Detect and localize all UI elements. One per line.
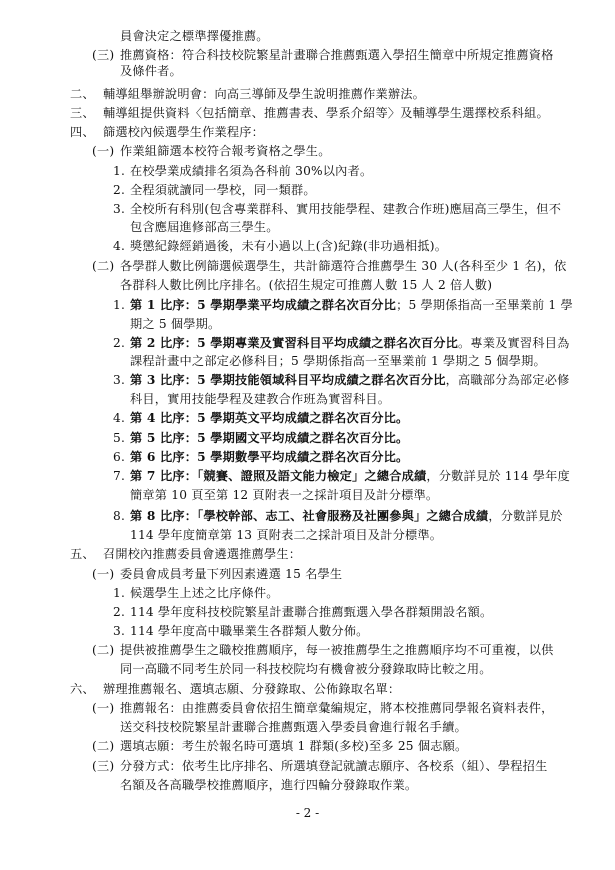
item-number: 1. bbox=[113, 298, 126, 312]
item-number: 六、 bbox=[70, 682, 95, 696]
bold-criterion: 第 4 比序：5 學期英文平均成績之群名次百分比。 bbox=[130, 411, 409, 425]
item-number: (三) bbox=[92, 759, 115, 773]
item-number: (一) bbox=[92, 567, 115, 581]
line-text: 名額及各高職學校推薦順序，進行四輪分發錄取作業。 bbox=[120, 778, 418, 792]
item-number: (一) bbox=[92, 144, 115, 158]
line-text: 選填志願：考生於報名時可選填 1 群類(多校)至多 25 個志願。 bbox=[120, 739, 468, 753]
item-number: 2. bbox=[113, 183, 126, 197]
line-text: 114 學年度高中職畢業生各群類人數分佈。 bbox=[130, 624, 369, 638]
item-number: 3. bbox=[113, 624, 126, 638]
line-text: 各群科人數比例比序排名。(依招生規定可推薦人數 15 人 2 倍人數) bbox=[120, 278, 493, 292]
text-line bbox=[130, 623, 369, 639]
item-number: (三) bbox=[92, 48, 115, 62]
text-line bbox=[130, 604, 492, 620]
item-number: 3. bbox=[113, 202, 126, 216]
bold-criterion: 第 8 比序：「學校幹部、志工、社會服務及社團參與」之總合成績 bbox=[130, 509, 489, 523]
item-number: 四、 bbox=[70, 125, 95, 139]
line-text: 同一高職不同考生於同一科技校院均有機會被分發錄取時比較之用。 bbox=[120, 662, 492, 676]
text-line bbox=[130, 585, 279, 601]
line-text: 篩選校內候選學生作業程序： bbox=[103, 125, 265, 139]
line-text: 辦理推薦報名、選填志願、分發錄取、公佈錄取名單： bbox=[103, 682, 401, 696]
line-text: 。專業及實習科目為 bbox=[458, 336, 570, 350]
line-text: 分發方式：依考生比序排名、所選填登記就讀志願序、各校系（組）、學程招生 bbox=[120, 759, 548, 773]
line-text: 全校所有科別(包含專業群科、實用技能學程、建教合作班)應屆高三學生，但不 bbox=[130, 202, 562, 216]
item-number: 二、 bbox=[70, 87, 95, 101]
text-line bbox=[120, 277, 492, 293]
line-text: 科目，實用技能學程及建教合作班為實習科目。 bbox=[130, 392, 391, 406]
item-number: 4. bbox=[113, 239, 126, 253]
line-text: 候選學生上述之比序條件。 bbox=[130, 586, 279, 600]
text-line bbox=[120, 143, 331, 159]
text-line bbox=[120, 719, 467, 735]
bold-criterion: 第 3 比序：5 學期技能領域科目平均成績之群名次百分比 bbox=[130, 373, 446, 387]
text-line bbox=[130, 163, 372, 179]
text-line bbox=[130, 391, 390, 407]
line-text: 全程須就讀同一學校，同一類群。 bbox=[130, 183, 316, 197]
bold-criterion: 第 6 比序：5 學期數學平均成績之群名次百分比。 bbox=[130, 450, 409, 464]
bold-criterion: 第 7 比序：「競賽、證照及語文能力檢定」之總合成績 bbox=[130, 469, 427, 483]
item-number: (二) bbox=[92, 259, 115, 273]
text-line bbox=[120, 642, 554, 658]
text-line bbox=[130, 182, 316, 198]
text-line bbox=[120, 47, 554, 63]
line-text: 輔導組提供資料〈包括簡章、推薦書表、學系介紹等〉及輔導學生選擇校系科組。 bbox=[103, 106, 549, 120]
bold-criterion: 第 5 比序：5 學期國文平均成績之群名次百分比。 bbox=[130, 431, 409, 445]
text-line bbox=[120, 738, 467, 754]
text-line bbox=[130, 297, 573, 313]
text-line bbox=[103, 546, 301, 562]
item-number: 1. bbox=[113, 164, 126, 178]
text-line bbox=[130, 238, 447, 254]
item-number: 7. bbox=[113, 469, 126, 483]
line-text: 在校學業成績排名須為各科前 30%以內者。 bbox=[130, 164, 373, 178]
text-line bbox=[103, 105, 549, 121]
text-line bbox=[120, 566, 342, 582]
line-text: 提供被推薦學生之職校推薦順序，每一被推薦學生之推薦順序均不可重複，以供 bbox=[120, 643, 554, 657]
line-text: 送交科技校院繁星計畫聯合推薦甄選入學委員會進行報名手續。 bbox=[120, 720, 467, 734]
bold-criterion: 第 2 比序：5 學期專業及實習科目平均成績之群名次百分比 bbox=[130, 336, 458, 350]
item-number: 2. bbox=[113, 605, 126, 619]
text-line bbox=[130, 468, 570, 484]
line-text: 114 學年度科技校院繁星計畫聯合推薦甄選入學各群類開設名額。 bbox=[130, 605, 493, 619]
line-text: 簡章第 10 頁至第 12 頁附表一之採計項目及計分標準。 bbox=[130, 488, 439, 502]
text-line bbox=[120, 758, 547, 774]
line-text: ，分數詳見於 bbox=[488, 509, 563, 523]
text-line bbox=[130, 219, 279, 235]
item-number: 6. bbox=[113, 450, 126, 464]
text-line bbox=[103, 681, 400, 697]
text-line bbox=[103, 124, 264, 140]
text-line bbox=[130, 449, 408, 465]
text-line bbox=[130, 508, 563, 524]
line-text: 委員會成員考量下列因素遴選 15 名學生 bbox=[120, 567, 343, 581]
text-line bbox=[103, 86, 425, 102]
item-number: 3. bbox=[113, 373, 126, 387]
text-line bbox=[130, 353, 546, 369]
line-text: 包含應屆進修部高三學生。 bbox=[130, 220, 279, 234]
text-line bbox=[120, 63, 182, 79]
line-text: 期之 5 個學期。 bbox=[130, 317, 221, 331]
item-number: 4. bbox=[113, 411, 126, 425]
line-text: ，分數詳見於 114 學年度 bbox=[426, 469, 570, 483]
line-text: 課程計畫中之部定必修科目；5 學期係指高一至畢業前 1 學期之 5 個學期。 bbox=[130, 354, 546, 368]
line-text: 獎懲紀錄經銷過後，未有小過以上(含)紀錄(非功過相抵)。 bbox=[130, 239, 448, 253]
item-number: 2. bbox=[113, 336, 126, 350]
text-line bbox=[130, 201, 561, 217]
line-text: 召開校內推薦委員會遴選推薦學生： bbox=[103, 547, 302, 561]
line-text: ；5 學期係指高一至畢業前 1 學 bbox=[396, 298, 573, 312]
item-number: (二) bbox=[92, 739, 115, 753]
line-text: 各學群人數比例篩選候選學生，共計篩選符合推薦學生 30 人(各科至少 1 名)，依 bbox=[120, 259, 567, 273]
text-line bbox=[130, 372, 569, 388]
text-line bbox=[130, 316, 220, 332]
line-text: 作業組篩選本校符合報考資格之學生。 bbox=[120, 144, 331, 158]
item-number: 1. bbox=[113, 586, 126, 600]
text-line bbox=[120, 258, 566, 274]
line-text: 員會決定之標準擇優推薦。 bbox=[120, 29, 269, 43]
line-text: 輔導組舉辦說明會：向高三導師及學生說明推薦作業辦法。 bbox=[103, 87, 426, 101]
item-number: 8. bbox=[113, 509, 126, 523]
text-line bbox=[120, 700, 554, 716]
text-line bbox=[120, 661, 492, 677]
line-text: 及條件者。 bbox=[120, 64, 182, 78]
line-text: ，高職部分為部定必修 bbox=[445, 373, 570, 387]
item-number: 三、 bbox=[70, 106, 95, 120]
item-number: 5. bbox=[113, 431, 126, 445]
text-line bbox=[130, 430, 408, 446]
text-line bbox=[120, 28, 269, 44]
text-line bbox=[120, 777, 417, 793]
page-number: - 2 - bbox=[295, 806, 320, 820]
line-text: 推薦資格：符合科技校院繁星計畫聯合推薦甄選入學招生簡章中所規定推薦資格 bbox=[120, 48, 554, 62]
line-text: 114 學年度簡章第 13 頁附表二之採計項目及計分標準。 bbox=[130, 528, 443, 542]
item-number: (二) bbox=[92, 643, 115, 657]
text-line bbox=[130, 410, 408, 426]
item-number: (一) bbox=[92, 701, 115, 715]
item-number: 五、 bbox=[70, 547, 95, 561]
text-line bbox=[130, 487, 438, 503]
text-line bbox=[130, 527, 442, 543]
line-text: 推薦報名：由推薦委員會依招生簡章彙編規定，將本校推薦同學報名資料表件， bbox=[120, 701, 554, 715]
text-line bbox=[130, 335, 570, 351]
bold-criterion: 第 1 比序：5 學期學業平均成績之群名次百分比 bbox=[130, 298, 397, 312]
